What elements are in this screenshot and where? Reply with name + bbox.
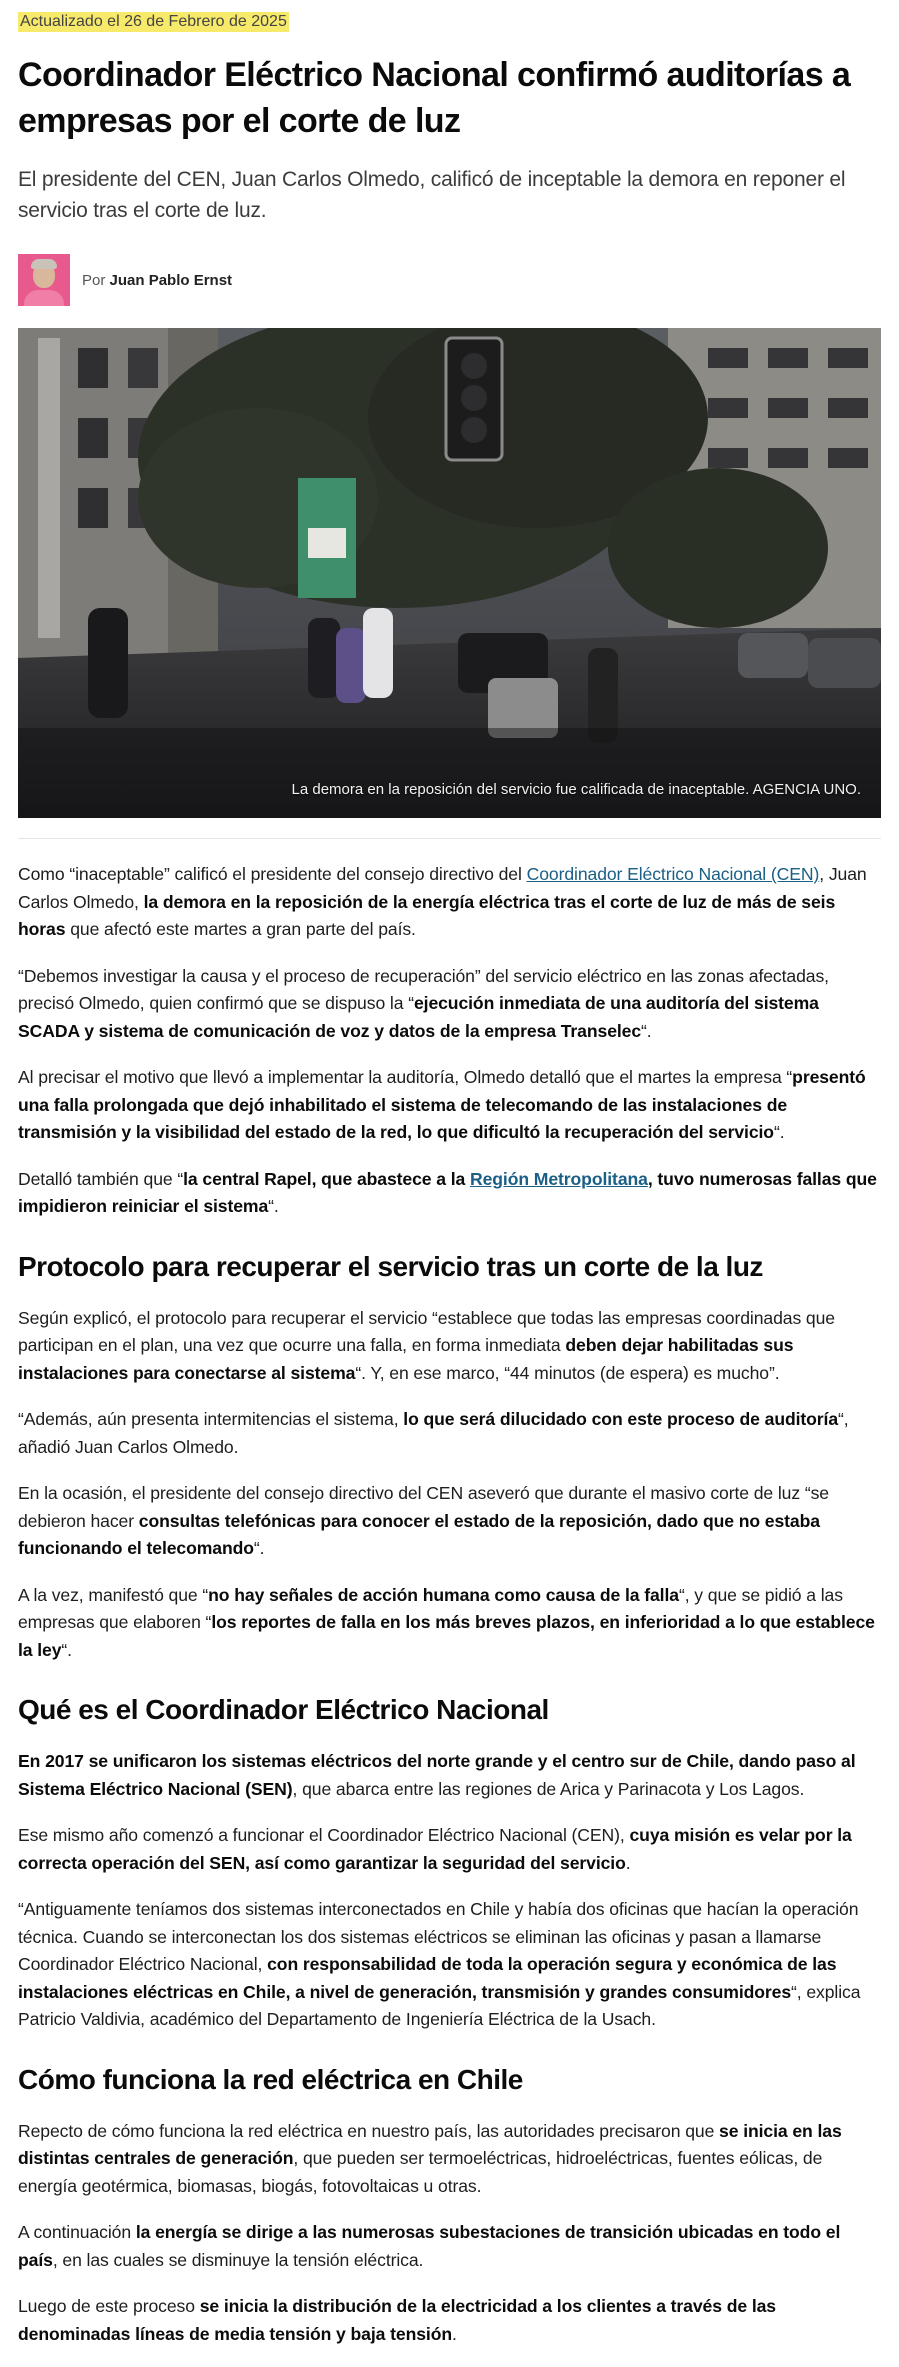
- updated-date: Actualizado el 26 de Febrero de 2025: [20, 13, 287, 30]
- article-body: [18, 861, 881, 2348]
- paragraph: Ese mismo año comenzó a funcionar el Coordinador Eléctrico Nacional (CEN), cuya misión es velar por la correcta operación del SEN, así como garantizar la seguridad del servicio.: [18, 1825, 852, 1873]
- section-heading: Qué es el Coordinador Eléctrico Nacional: [18, 1694, 549, 1725]
- lead-photo: [18, 328, 881, 818]
- byline: [18, 254, 881, 306]
- paragraph: Repecto de cómo funciona la red eléctrica en nuestro país, las autoridades precisaron que se inicia en las distintas centrales de generación, que pueden ser termoeléctricas, hidroeléctricas, fuentes eólicas, de energía geotérmica, biomasas, biogás, fotovoltaicas u otras.: [18, 2120, 842, 2196]
- byline-prefix: Por: [82, 271, 106, 289]
- paragraph: “Antiguamente teníamos dos sistemas interconectados en Chile y había dos oficinas que hacían la operación técnica. Cuando se interconectan los dos sistemas eléctricos se eliminan las oficinas y pasan a llamarse Coordinador Eléctrico Nacional, con responsabilidad de toda la operación segura y económica de las instalaciones eléctricas en Chile, a nivel de generación, transmisión y grandes consumidores“, explica Patricio Valdivia, académico del Departamento de Ingeniería Eléctrica de la Usach.: [18, 1899, 861, 2029]
- paragraph: En 2017 se unificaron los sistemas eléctricos del norte grande y el centro sur de Chile, dando paso al Sistema Eléctrico Nacional (SEN), que abarca entre las regiones de Arica y Parinacota y Los Lagos.: [18, 1751, 856, 1799]
- paragraph: A continuación la energía se dirige a las numerosas subestaciones de transición ubicadas en todo el país, en las cuales se disminuye la tensión eléctrica.: [18, 2222, 841, 2270]
- paragraph: “Debemos investigar la causa y el proceso de recuperación” del servicio eléctrico en las zonas afectadas, precisó Olmedo, quien confirmó que se dispuso la “ejecución inmediata de una auditoría del sistema SCADA y sistema de comunicación de voz y datos de la empresa Transelec“.: [18, 965, 829, 1041]
- photo-caption: La demora en la reposición del servicio fue calificada de inaceptable. AGENCIA UNO.: [291, 781, 861, 798]
- subtitle: El presidente del CEN, Juan Carlos Olmedo, calificó de inceptable la demora en reponer el servicio tras el corte de luz.: [18, 168, 846, 222]
- author-name[interactable]: Juan Pablo Ernst: [109, 271, 233, 289]
- paragraph: A la vez, manifestó que “no hay señales de acción humana como causa de la falla“, y que se pidió a las empresas que elaboren “los reportes de falla en los más breves plazos, en inferioridad a lo que establece la ley“.: [18, 1584, 875, 1660]
- paragraph: Detalló también que “la central Rapel, que abastece a la Región Metropolitana, tuvo numerosas fallas que impidieron reiniciar el sistema“.: [18, 1168, 877, 1216]
- paragraph: Como “inaceptable” calificó el presidente del consejo directivo del Coordinador Eléctrico Nacional (CEN), Juan Carlos Olmedo, la demora en la reposición de la energía eléctrica tras el corte de luz de más de seis horas que afectó este martes a gran parte del país.: [18, 864, 867, 939]
- paragraph: En la ocasión, el presidente del consejo directivo del CEN aseveró que durante el masivo corte de luz “se debieron hacer consultas telefónicas para conocer el estado de la reposición, dado que no estaba funcionando el telecomando“.: [18, 1483, 829, 1558]
- section-heading: Protocolo para recuperar el servicio tras un corte de la luz: [18, 1250, 763, 1282]
- section-heading: Cómo funciona la red eléctrica en Chile: [18, 2063, 523, 2095]
- paragraph: Al precisar el motivo que llevó a implementar la auditoría, Olmedo detalló que el martes la empresa “presentó una falla prolongada que dejó inhabilitado el sistema de telecomando de las instalaciones de transmisión y la visibilidad del estado de la red, lo que dificultó la recuperación del servicio“.: [18, 1067, 866, 1142]
- region-metropolitana-link[interactable]: Región Metropolitana: [469, 1168, 648, 1189]
- cen-link[interactable]: Coordinador Eléctrico Nacional (CEN): [526, 864, 820, 884]
- author-avatar[interactable]: [18, 254, 70, 306]
- divider: [18, 838, 881, 839]
- headline: Coordinador Eléctrico Nacional confirmó auditorías a empresas por el corte de luz: [18, 56, 851, 140]
- paragraph: Luego de este proceso se inicia la distribución de la electricidad a los clientes a través de las denominadas líneas de media tensión y baja tensión.: [18, 2296, 776, 2344]
- paragraph: “Además, aún presenta intermitencias el sistema, lo que será dilucidado con este proceso de auditoría“, añadió Juan Carlos Olmedo.: [18, 1409, 849, 1457]
- paragraph: Según explicó, el protocolo para recuperar el servicio “establece que todas las empresas coordinadas que participan en el plan, una vez que ocurre una falla, en forma inmediata deben dejar habilitadas sus instalaciones para conectarse al sistema“. Y, en ese marco, “44 minutos (de espera) es mucho”.: [18, 1307, 835, 1383]
- byline-text: [82, 272, 232, 289]
- street-scene-image: [18, 328, 881, 818]
